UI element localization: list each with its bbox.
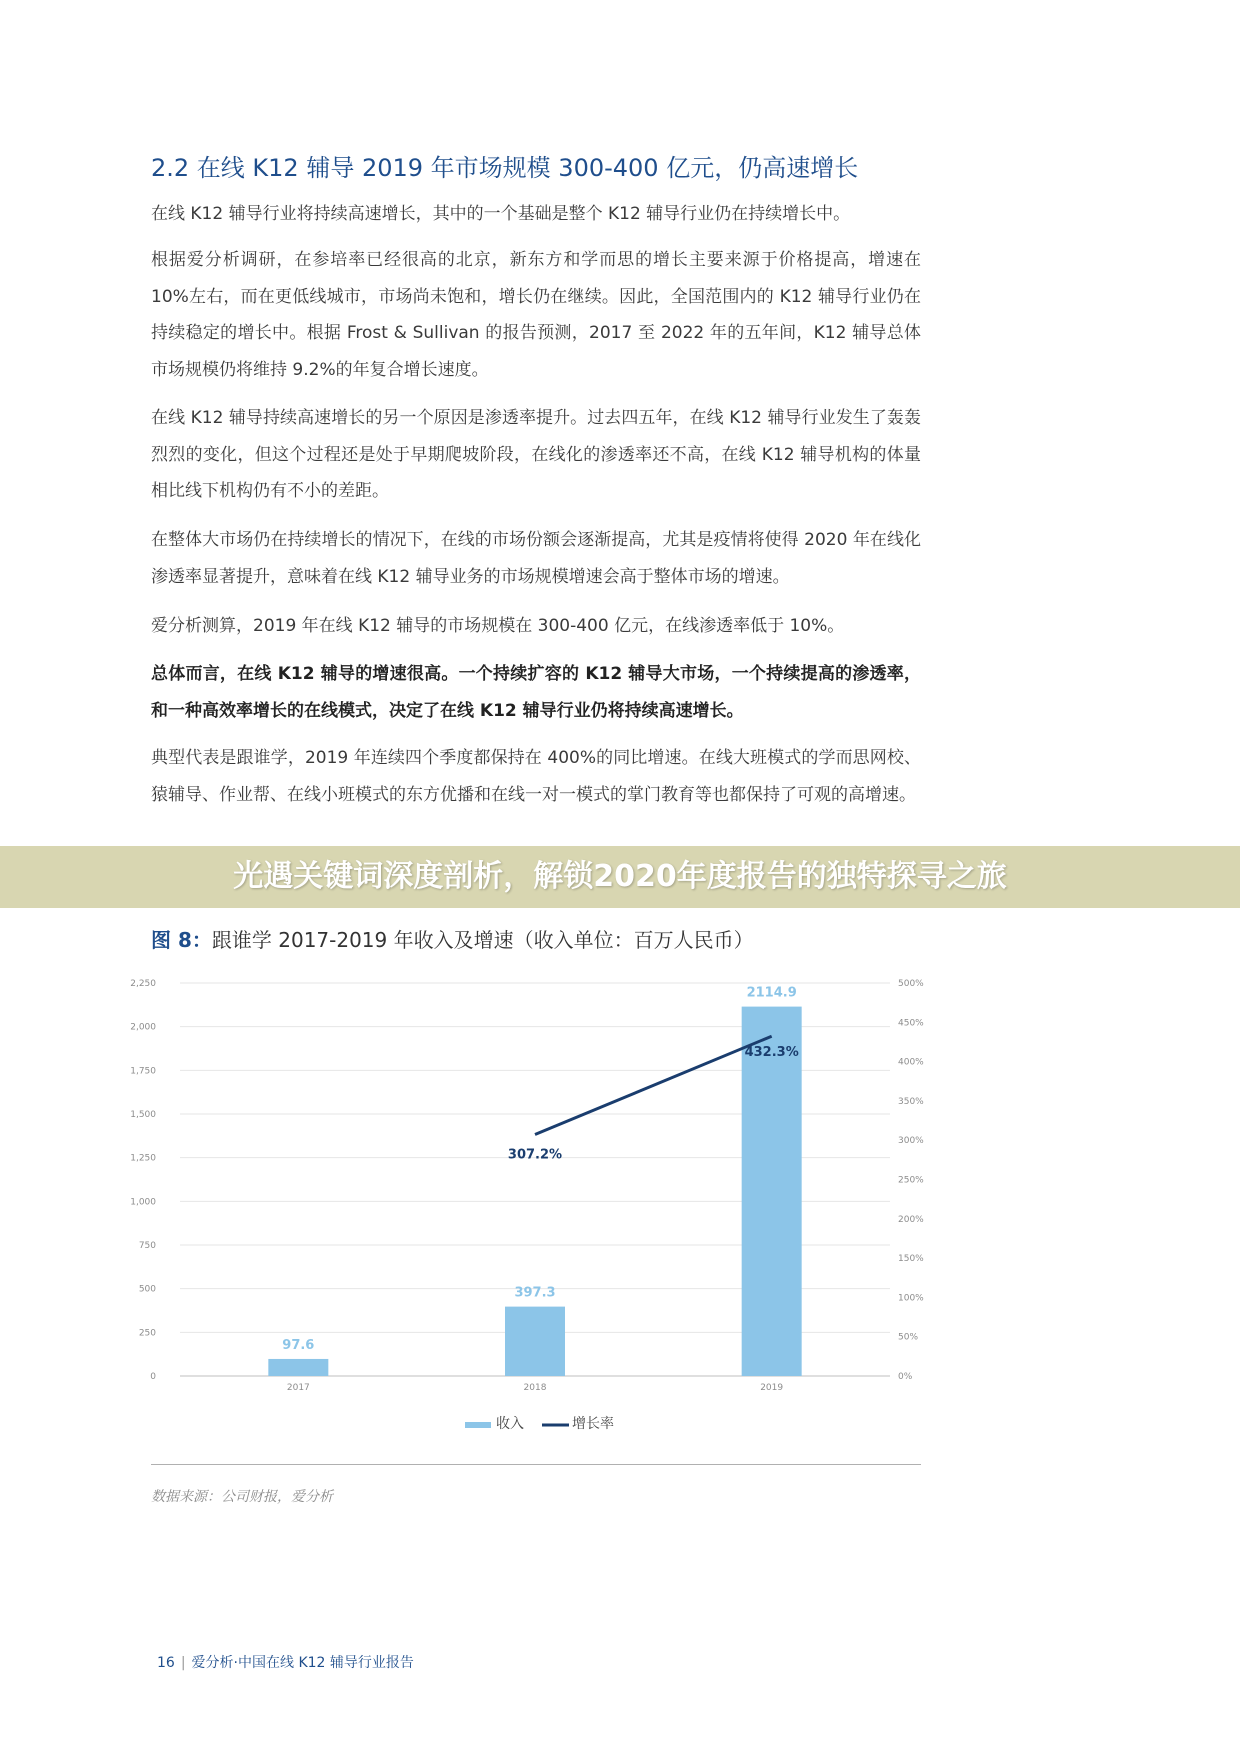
paragraph-4: 在整体大市场仍在持续增长的情况下，在线的市场份额会逐渐提高，尤其是疫情将使得 2020 年在线化渗透率显著提升，意味着在线 K12 辅导业务的市场规模增速会高于整体市场的增速。: [151, 530, 921, 587]
growth-rate-line: [535, 1036, 772, 1134]
y-left-tick-label: 750: [138, 1241, 156, 1251]
y-left-tick-label: 0: [150, 1372, 156, 1382]
x-tick-label: 2017: [286, 1383, 310, 1393]
figure-number: 图 8：: [151, 928, 212, 952]
section-title: 2.2 在线 K12 辅导 2019 年市场规模 300-400 亿元，仍高速增长: [151, 154, 859, 182]
y-left-tick-label: 2,000: [130, 1022, 156, 1033]
y-right-tick-label: 350%: [898, 1096, 924, 1107]
paragraph-5: 爱分析测算，2019 年在线 K12 辅导的市场规模在 300-400 亿元，在线渗透率低于 10%。: [151, 616, 845, 636]
source-divider: [151, 1464, 921, 1465]
y-left-tick-label: 1,250: [130, 1153, 156, 1164]
legend-swatch-revenue: [465, 1422, 491, 1428]
paragraph-2: 根据爱分析调研，在参培率已经很高的北京，新东方和学而思的增长主要来源于价格提高，增速在 10%左右，而在更低线城市，市场尚未饱和，增长仍在继续。因此，全国范围内的 K12 辅导行业仍在持续稳定的增长中。根据 Frost & Sullivan 的报告预测，2017 至 2022 年的五年间，K12 辅导总体市场规模仍将维持 9.2%的年复合增长速度。: [151, 250, 921, 380]
data-source: 数据来源：公司财报，爱分析: [151, 1489, 333, 1505]
overlay-banner: [0, 846, 1240, 908]
figure-caption: [151, 924, 754, 953]
y-right-tick-label: 100%: [898, 1293, 924, 1304]
y-right-tick-label: 300%: [898, 1136, 924, 1147]
y-left-tick-label: 250: [138, 1328, 156, 1339]
page-number: 16: [157, 1655, 175, 1671]
y-right-tick-label: 450%: [898, 1018, 924, 1029]
y-right-tick-label: 150%: [898, 1254, 924, 1265]
paragraph-1: 在线 K12 辅导行业将持续高速增长，其中的一个基础是整个 K12 辅导行业仍在持续增长中。: [151, 204, 851, 224]
y-right-tick-label: 250%: [898, 1175, 924, 1186]
y-right-tick-label: 50%: [898, 1332, 919, 1343]
bar-2017: [268, 1359, 328, 1376]
paragraph-summary: 总体而言，在线 K12 辅导的增速很高。一个持续扩容的 K12 辅导大市场，一个持续提高的渗透率，和一种高效率增长的在线模式，决定了在线 K12 辅导行业仍将持续高速增长。: [151, 664, 921, 721]
figure-caption-text: 跟谁学 2017-2019 年收入及增速（收入单位：百万人民币）: [211, 928, 754, 952]
footer-separator: |: [180, 1655, 186, 1671]
growth-rate-label: 307.2%: [507, 1147, 563, 1163]
x-tick-label: 2019: [760, 1383, 784, 1393]
revenue-growth-chart: [130, 970, 940, 1450]
bar-2019: [742, 1007, 802, 1376]
x-tick-label: 2018: [523, 1383, 547, 1393]
bar-value-label: 97.6: [282, 1337, 315, 1353]
y-left-tick-label: 2,250: [130, 979, 156, 989]
y-left-tick-label: 1,750: [130, 1066, 156, 1077]
legend-label-revenue: 收入: [496, 1416, 524, 1432]
paragraph-7: 典型代表是跟谁学，2019 年连续四个季度都保持在 400%的同比增速。在线大班模式的学而思网校、猿辅导、作业帮、在线小班模式的东方优播和在线一对一模式的掌门教育等也都保持了可观的高增速。: [151, 748, 921, 805]
y-left-tick-label: 1,000: [130, 1197, 156, 1208]
y-right-tick-label: 500%: [898, 979, 924, 989]
y-left-tick-label: 500: [138, 1284, 156, 1295]
bar-2018: [505, 1307, 565, 1376]
y-right-tick-label: 400%: [898, 1057, 924, 1068]
legend-label-growth: 增长率: [572, 1416, 614, 1432]
paragraph-3: 在线 K12 辅导持续高速增长的另一个原因是渗透率提升。过去四五年，在线 K12 辅导行业发生了轰轰烈烈的变化，但这个过程还是处于早期爬坡阶段，在线化的渗透率还不高，在线 K12 辅导机构的体量相比线下机构仍有不小的差距。: [151, 408, 921, 501]
page-footer: [157, 1652, 414, 1672]
bar-value-label: 397.3: [514, 1285, 556, 1301]
bar-value-label: 2114.9: [746, 985, 797, 1001]
banner-title: 光遇关键词深度剖析，解锁2020年度报告的独特探寻之旅: [233, 859, 1007, 894]
growth-rate-label: 432.3%: [744, 1045, 799, 1061]
y-left-tick-label: 1,500: [130, 1110, 156, 1120]
footer-title: 爱分析·中国在线 K12 辅导行业报告: [191, 1655, 414, 1671]
y-right-tick-label: 200%: [898, 1214, 924, 1225]
y-right-tick-label: 0%: [898, 1372, 913, 1382]
